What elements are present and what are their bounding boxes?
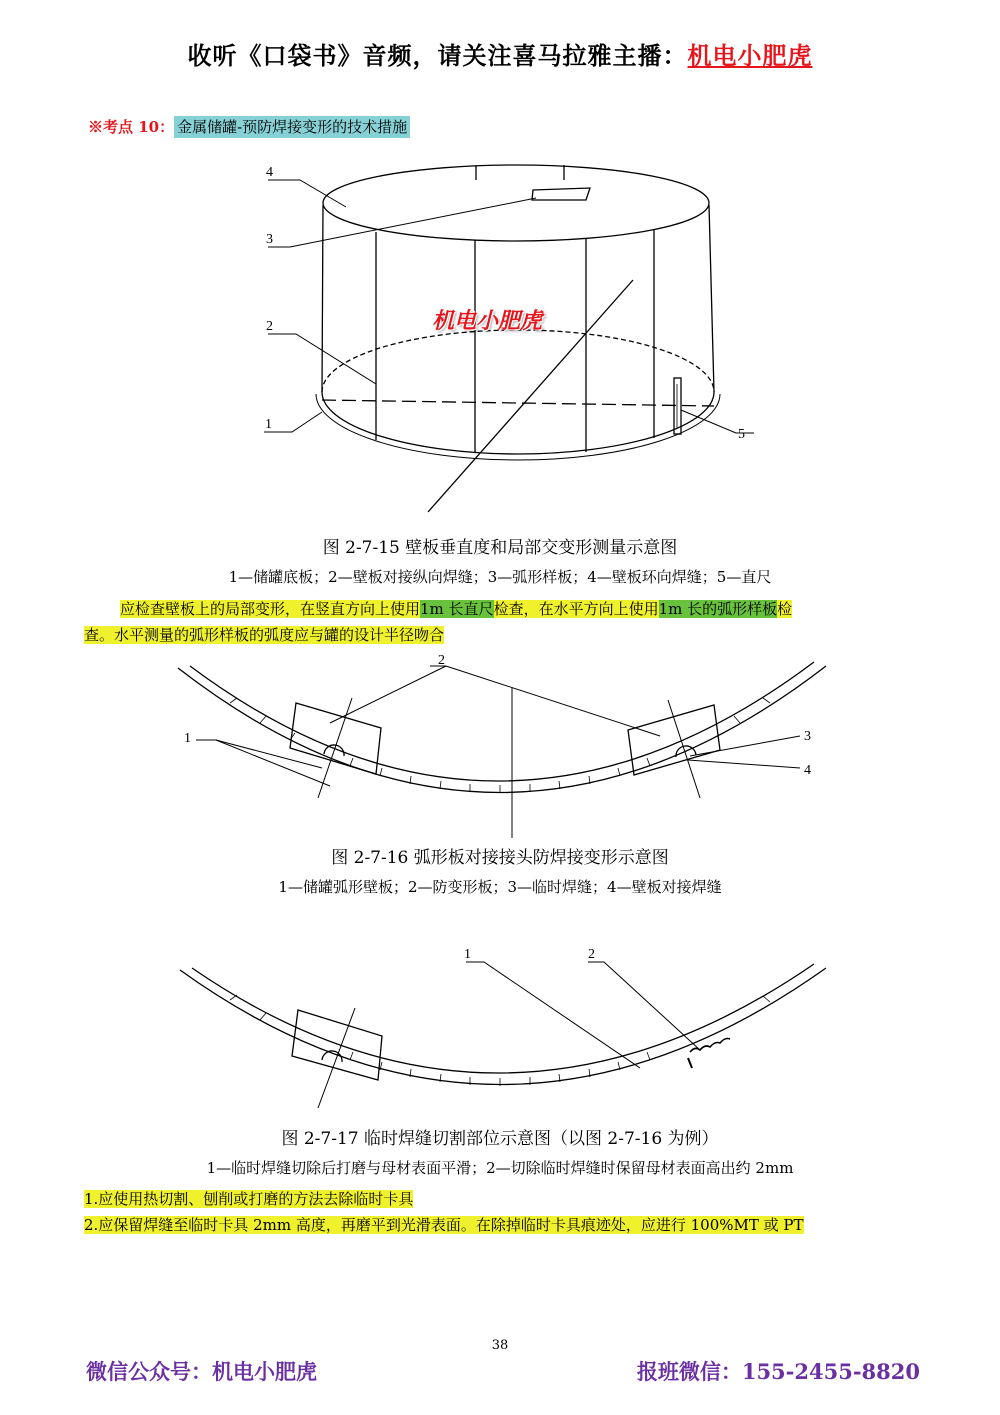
residual-weld-bead [690, 1039, 730, 1053]
header-anchor-name[interactable]: 机电小肥虎 [687, 41, 813, 70]
figure1-legend: 1—储罐底板；2—壁板对接纵向焊缝；3—弧形样板；4—壁板环向焊缝；5—直尺 [228, 568, 772, 586]
page-number: 38 [491, 1338, 509, 1353]
fig2-label-4: 4 [804, 763, 811, 778]
fig2-label-1: 1 [184, 731, 191, 746]
inspection-paragraph [84, 596, 792, 648]
fig2-label-3: 3 [804, 729, 811, 744]
figure2-legend: 1—储罐弧形壁板；2—防变形板；3—临时焊缝；4—壁板对接焊缝 [278, 878, 722, 896]
diameter-dashed-line [322, 400, 714, 406]
arc-wall-inner [178, 666, 826, 793]
para1-text-3: 检 [777, 600, 793, 618]
anti-deformation-plate-left-3 [292, 1010, 382, 1080]
fig1-label-1: 1 [265, 417, 272, 432]
notes-list [84, 1186, 804, 1238]
arc3-wall-outer [192, 964, 814, 1073]
fig3-leaders [466, 962, 700, 1068]
arc3-wall-inner [180, 968, 826, 1085]
section-title: 金属储罐-预防焊接变形的技术措施 [174, 116, 410, 138]
tank-side-left [322, 205, 323, 392]
figure-weld-cut-diagram [0, 940, 1000, 1120]
note-2: 2.应保留焊缝至临时卡具 2mm 高度，再磨平到光滑表面。在除掉临时卡具痕迹处，应进行 100%MT 或 PT [84, 1216, 804, 1234]
para1-text-2: 检查，在水平方向上使用 [493, 600, 659, 618]
fig1-label-2: 2 [266, 319, 273, 334]
fig2-label-2: 2 [438, 653, 445, 668]
fig1-label-3: 3 [266, 232, 273, 247]
weld-point-right [688, 1058, 692, 1068]
note-1: 1.应使用热切割、刨削或打磨的方法去除临时卡具 [84, 1190, 414, 1208]
para1-green-ruler: 1m 长直尺 [420, 600, 494, 618]
page-header [0, 36, 1000, 71]
header-prefix: 收听《口袋书》音频，请关注喜马拉雅主播： [187, 41, 688, 70]
tank-bottom-front [322, 392, 714, 454]
para1-line-2: 查。水平测量的弧形样板的弧度应与罐的设计半径吻合 [84, 626, 445, 644]
fig2-leaders [196, 666, 800, 786]
arc-template [532, 188, 590, 200]
figure1-caption: 图 2-7-15 壁板垂直度和局部交变形测量示意图 [322, 538, 678, 558]
anti-deformation-plate-right [628, 705, 720, 775]
para1-text-1: 应检查壁板上的局部变形，在竖直方向上使用 [120, 600, 421, 618]
footer-wechat-account: 微信公众号：机电小肥虎 [86, 1359, 317, 1384]
tank-bottom-back [322, 330, 714, 392]
joint-line-right [668, 700, 700, 798]
watermark-text: 机电小肥虎 [432, 309, 543, 334]
figure3-legend: 1—临时焊缝切除后打磨与母材表面平滑；2—切除临时焊缝时保留母材表面高出约 2mm [206, 1159, 794, 1177]
footer-enroll-wechat: 报班微信：155-2455-8820 [636, 1359, 920, 1384]
fig3-label-1: 1 [464, 947, 471, 962]
figure-tank-diagram [0, 150, 1000, 520]
tank-top-rim [323, 165, 709, 241]
section-heading [88, 116, 410, 137]
joint-line-left-3 [318, 1008, 355, 1108]
section-tag: ※考点 10： [88, 118, 175, 136]
arc-wall-outer [190, 662, 814, 781]
fig1-label-5: 5 [738, 427, 745, 442]
figure-arc-joint-diagram [0, 648, 1000, 838]
fig1-label-4: 4 [266, 165, 273, 180]
figure2-caption: 图 2-7-16 弧形板对接接头防焊接变形示意图 [331, 848, 669, 868]
para1-green-template: 1m 长的弧形样板 [658, 600, 778, 618]
tank-side-right [709, 205, 714, 392]
figure3-caption: 图 2-7-17 临时焊缝切割部位示意图（以图 2-7-16 为例） [281, 1129, 719, 1149]
fig3-label-2: 2 [588, 947, 595, 962]
